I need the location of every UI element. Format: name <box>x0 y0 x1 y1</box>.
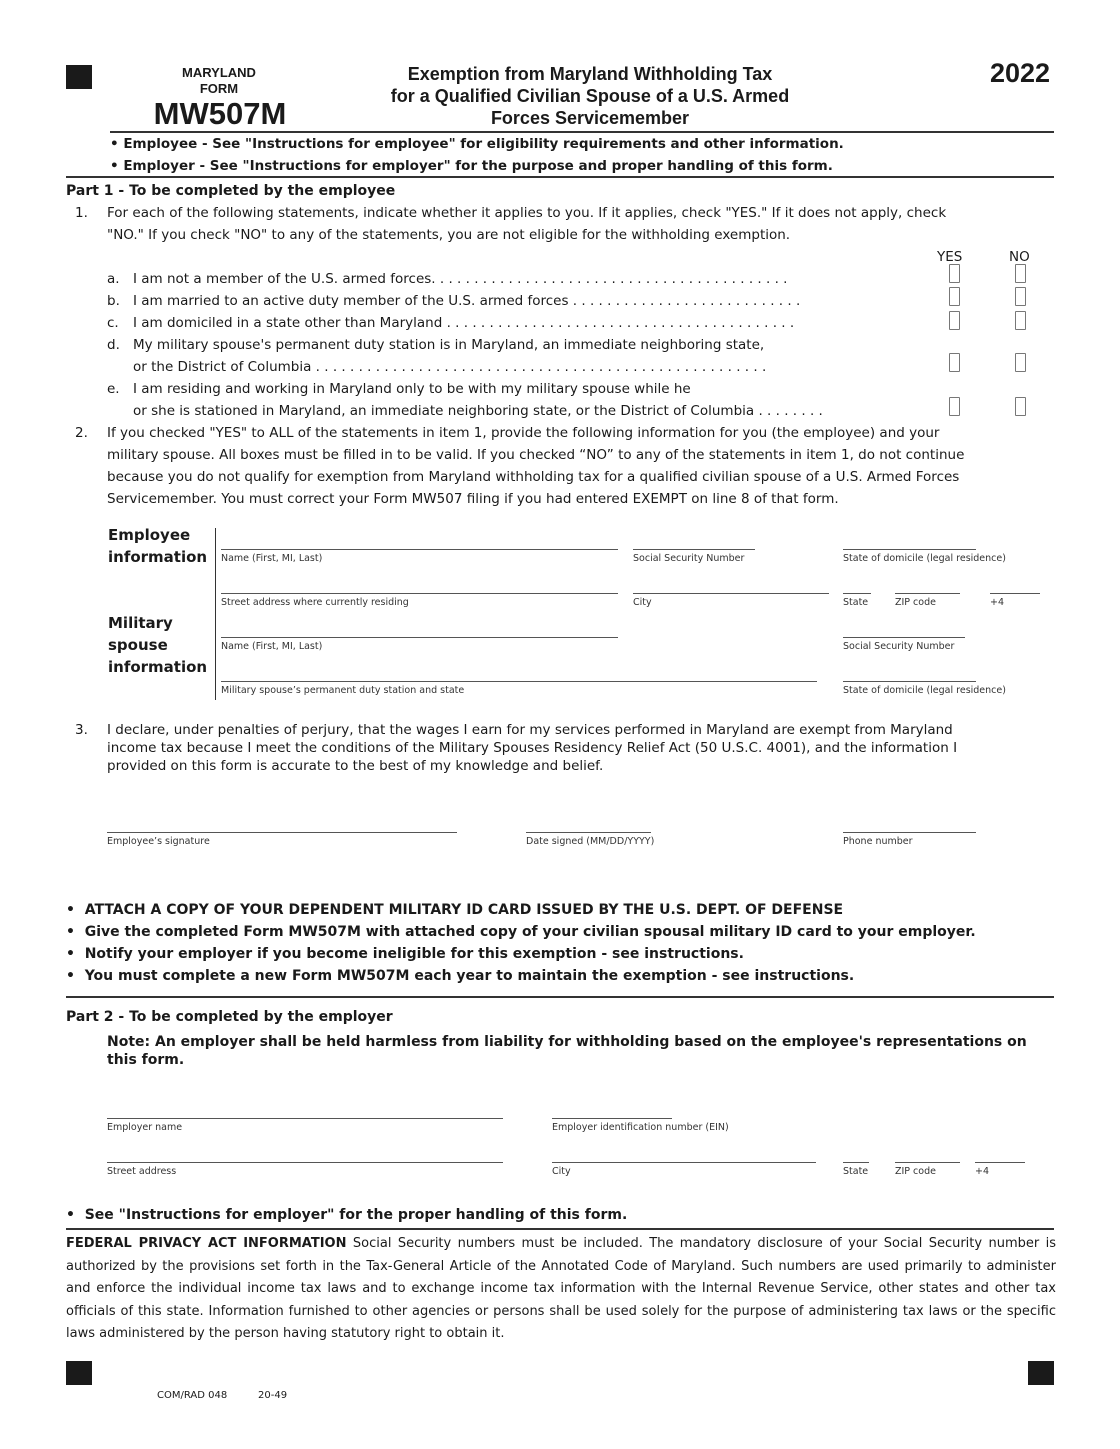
bullet-text: Notify your employer if you become ineligible for this exemption - see instructions. <box>84 946 744 962</box>
part1-heading: Part 1 - To be completed by the employee <box>66 183 396 199</box>
statement-letter: b. <box>107 293 120 309</box>
employee-signature-field[interactable] <box>107 832 457 847</box>
employee-name-field[interactable] <box>221 549 618 564</box>
bullet-text: See "Instructions for employer" for the proper handling of this form. <box>84 1207 628 1223</box>
section-divider <box>215 528 216 700</box>
registration-mark <box>66 1361 92 1385</box>
form-year: 2022 <box>989 58 1051 88</box>
form-revision: 20-49 <box>258 1390 288 1401</box>
item2-text: because you do not qualify for exemption from Maryland withholding tax for a qualified civilian spouse of a U.S. Armed Forces <box>107 469 960 485</box>
item2-text: If you checked "YES" to ALL of the statements in item 1, provide the following information for you (the employee) and your <box>107 425 940 441</box>
checkbox-b-no[interactable] <box>1015 287 1026 306</box>
field-label: Employee’s signature <box>107 836 210 847</box>
item3-text: income tax because I meet the conditions of the Military Spouses Residency Relief Act (50 U.S.C. 4001), and the information I <box>107 740 958 756</box>
intro-bullet: • Employee - See "Instructions for employee" for eligibility requirements and other information. <box>110 136 844 152</box>
spouse-info-label: information <box>108 658 208 676</box>
checkbox-c-yes[interactable] <box>949 311 960 330</box>
employer-city-field[interactable] <box>552 1162 816 1177</box>
field-label: Street address <box>107 1166 177 1177</box>
statement-e: or she is stationed in Maryland, an immediate neighboring state, or the District of Columbia . . . . . . . . <box>133 403 823 419</box>
bullet-text: Give the completed Form MW507M with attached copy of your civilian spousal military ID card to your employer. <box>84 924 976 940</box>
divider <box>66 1228 1054 1230</box>
checkbox-a-no[interactable] <box>1015 264 1026 283</box>
checkbox-e-no[interactable] <box>1015 397 1026 416</box>
checkbox-d-no[interactable] <box>1015 353 1026 372</box>
employer-name-field[interactable] <box>107 1118 503 1133</box>
employer-state-field[interactable] <box>843 1162 869 1177</box>
statement-a: I am not a member of the U.S. armed forces. . . . . . . . . . . . . . . . . . . . . . . . . . . . . . . . . . . . . . . . . . <box>133 271 788 287</box>
item1-text: For each of the following statements, indicate whether it applies to you. If it applies, check "YES." If it does not apply, check <box>107 205 947 221</box>
field-label: Phone number <box>843 836 913 847</box>
item2-text: Servicemember. You must correct your Form MW507 filing if you had entered EXEMPT on line 8 of that form. <box>107 491 839 507</box>
form-number: MW507M <box>153 96 287 131</box>
employee-info-label: information <box>108 548 208 566</box>
employee-domicile-field[interactable] <box>843 549 1006 564</box>
spouse-domicile-field[interactable] <box>843 681 1006 696</box>
registration-mark <box>1028 1361 1054 1385</box>
field-label: +4 <box>990 597 1005 608</box>
spouse-info-label: Military <box>108 614 173 632</box>
employer-ein-field[interactable] <box>552 1118 729 1133</box>
field-label: +4 <box>975 1166 990 1177</box>
employer-zip-field[interactable] <box>895 1162 960 1177</box>
field-label: Date signed (MM/DD/YYYY) <box>526 836 655 847</box>
field-label: Social Security Number <box>633 553 745 564</box>
checkbox-a-yes[interactable] <box>949 264 960 283</box>
employee-info-label: Employee <box>108 526 191 544</box>
statement-d: My military spouse's permanent duty station is in Maryland, an immediate neighboring state, <box>133 337 765 353</box>
part2-heading: Part 2 - To be completed by the employer <box>66 1009 393 1025</box>
spouse-duty-station-field[interactable] <box>221 681 817 696</box>
statement-letter: a. <box>107 271 120 287</box>
title-line: Exemption from Maryland Withholding Tax <box>407 64 773 84</box>
privacy-body: Social Security numbers must be included. The mandatory disclosure of your Social Security number is authorized by the provisions set forth in the Tax-General Article of the Annotated Code of Maryland. Such numbers are used primarily to administer and enforce the individual income tax laws and to exchange income tax information with the Internal Revenue Service, other states and other tax officials of this state. Information furnished to other agencies or persons shall be used solely for the purpose of administering tax laws or the specific laws administered by the person having statutory right to obtain it. <box>66 1236 1057 1341</box>
item3-text: provided on this form is accurate to the best of my knowledge and belief. <box>107 758 604 774</box>
attach-bullet: • Give the completed Form MW507M with attached copy of your civilian spousal military ID card to your employer. <box>66 924 976 940</box>
field-label: Employer identification number (EIN) <box>552 1122 729 1133</box>
field-label: City <box>633 597 652 608</box>
statement-letter: c. <box>107 315 119 331</box>
field-label: City <box>552 1166 571 1177</box>
item-number: 2. <box>75 425 88 441</box>
divider <box>110 131 1054 133</box>
attach-bullet: • Notify your employer if you become ineligible for this exemption - see instructions. <box>66 946 744 962</box>
field-label: Name (First, MI, Last) <box>221 553 323 564</box>
checkbox-d-yes[interactable] <box>949 353 960 372</box>
field-label: State of domicile (legal residence) <box>843 553 1006 564</box>
statement-d: or the District of Columbia . . . . . . . . . . . . . . . . . . . . . . . . . . . . . . . . . . . . . . . . . . . . . . . . . . . . . <box>133 359 767 375</box>
checkbox-c-no[interactable] <box>1015 311 1026 330</box>
item-number: 1. <box>75 205 88 221</box>
field-label: Social Security Number <box>843 641 955 652</box>
field-label: ZIP code <box>895 597 936 608</box>
field-label: State <box>843 597 869 608</box>
attach-bullet: • You must complete a new Form MW507M each year to maintain the exemption - see instructions. <box>66 968 855 984</box>
employee-zip-field[interactable] <box>895 593 960 608</box>
statement-letter: e. <box>107 381 120 397</box>
form-state: MARYLAND <box>182 65 256 80</box>
field-label: State of domicile (legal residence) <box>843 685 1006 696</box>
title-line: for a Qualified Civilian Spouse of a U.S. Armed <box>390 86 790 106</box>
statement-b: I am married to an active duty member of the U.S. armed forces . . . . . . . . . . . . . . . . . . . . . . . . . . . <box>133 293 801 309</box>
intro-bullet: • Employer - See "Instructions for employer" for the purpose and proper handling of this form. <box>110 158 833 174</box>
employer-instructions-bullet: • See "Instructions for employer" for the proper handling of this form. <box>66 1207 628 1223</box>
phone-number-field[interactable] <box>843 832 976 847</box>
bullet-text: You must complete a new Form MW507M each year to maintain the exemption - see instructions. <box>84 968 855 984</box>
employer-note: this form. <box>107 1052 185 1068</box>
employee-plus4-field[interactable] <box>990 593 1040 608</box>
form-label: FORM <box>199 81 239 96</box>
item1-text: "NO." If you check "NO" to any of the statements, you are not eligible for the withholding exemption. <box>107 227 791 243</box>
date-signed-field[interactable] <box>526 832 655 847</box>
privacy-heading: FEDERAL PRIVACY ACT INFORMATION <box>66 1236 347 1251</box>
field-label: Military spouse’s permanent duty station and state <box>221 685 465 696</box>
divider <box>66 176 1054 178</box>
no-header: NO <box>1009 249 1030 265</box>
bullet-text: ATTACH A COPY OF YOUR DEPENDENT MILITARY ID CARD ISSUED BY THE U.S. DEPT. OF DEFENSE <box>84 902 844 918</box>
field-label: State <box>843 1166 869 1177</box>
checkbox-b-yes[interactable] <box>949 287 960 306</box>
checkbox-e-yes[interactable] <box>949 397 960 416</box>
employee-ssn-field[interactable] <box>633 549 755 564</box>
statement-c: I am domiciled in a state other than Maryland . . . . . . . . . . . . . . . . . . . . . . . . . . . . . . . . . . . . . . . . . <box>133 315 795 331</box>
employer-plus4-field[interactable] <box>975 1162 1025 1177</box>
field-label: ZIP code <box>895 1166 936 1177</box>
divider <box>66 996 1054 998</box>
statement-letter: d. <box>107 337 120 353</box>
item-number: 3. <box>75 722 88 738</box>
field-label: Street address where currently residing <box>221 597 409 608</box>
registration-mark <box>66 65 92 89</box>
field-label: Employer name <box>107 1122 183 1133</box>
employee-street-field[interactable] <box>221 593 618 608</box>
employee-city-field[interactable] <box>633 593 829 608</box>
spouse-ssn-field[interactable] <box>843 637 965 652</box>
title-line: Forces Servicemember <box>490 108 690 128</box>
field-label: Name (First, MI, Last) <box>221 641 323 652</box>
statement-e: I am residing and working in Maryland only to be with my military spouse while he <box>133 381 691 397</box>
employee-state-field[interactable] <box>843 593 871 608</box>
employer-note: Note: An employer shall be held harmless from liability for withholding based on the employee's representations on <box>107 1034 1027 1050</box>
spouse-info-label: spouse <box>108 636 168 654</box>
employer-street-field[interactable] <box>107 1162 503 1177</box>
item2-text: military spouse. All boxes must be filled in to be valid. If you checked “NO” to any of the statements in item 1, do not continue <box>107 447 965 463</box>
form-code: COM/RAD 048 <box>157 1390 228 1401</box>
yes-header: YES <box>937 249 963 265</box>
privacy-act-text <box>66 1233 1056 1346</box>
attach-bullet: • ATTACH A COPY OF YOUR DEPENDENT MILITARY ID CARD ISSUED BY THE U.S. DEPT. OF DEFENSE <box>66 902 844 918</box>
item3-text: I declare, under penalties of perjury, that the wages I earn for my services performed in Maryland are exempt from Maryland <box>107 722 953 738</box>
spouse-name-field[interactable] <box>221 637 618 652</box>
